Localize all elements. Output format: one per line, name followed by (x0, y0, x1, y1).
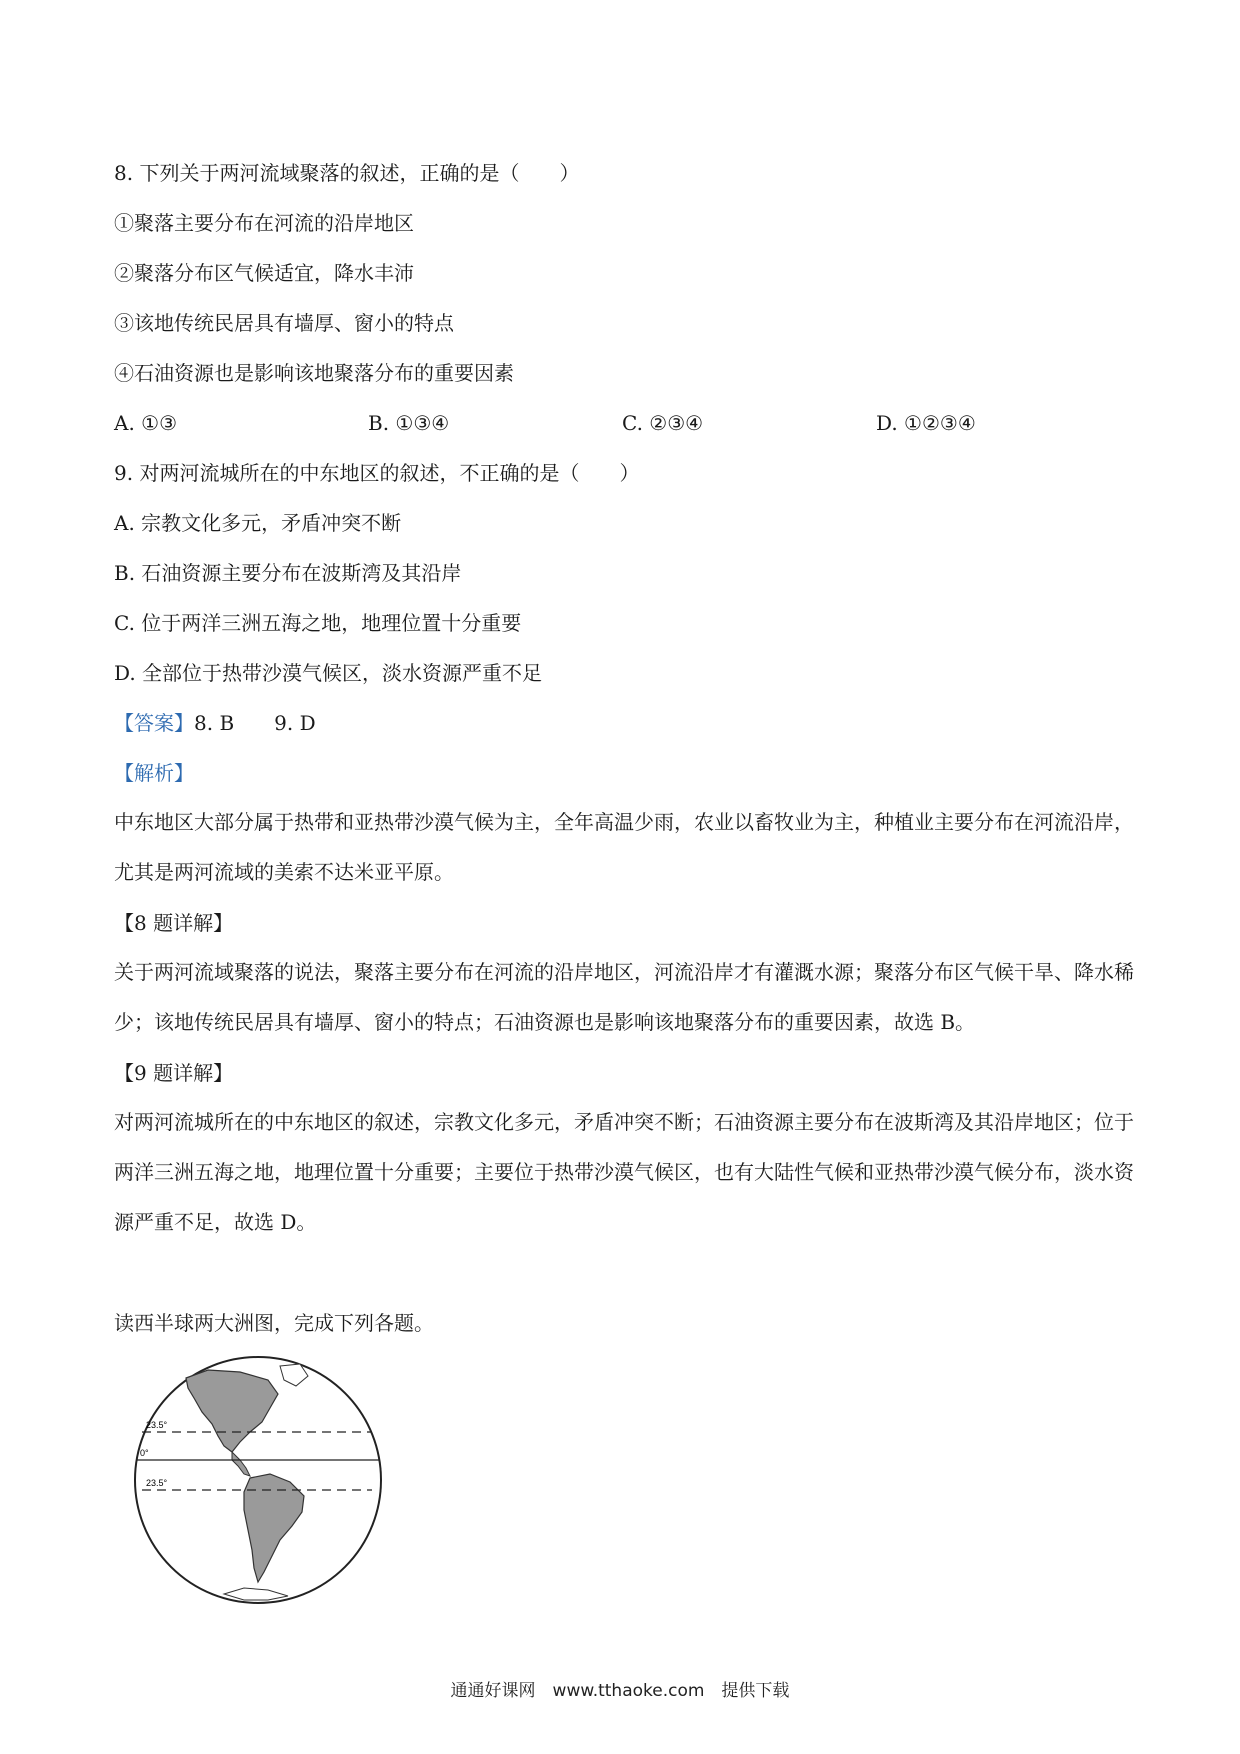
analysis-text: 中东地区大部分属于热带和亚热带沙漠气候为主，全年高温少雨，农业以畜牧业为主，种植业主要分布在河流沿岸，尤其是两河流域的美索不达米亚平原。 (114, 810, 1134, 884)
analysis-label: 【解析】 (114, 761, 194, 785)
western-hemisphere-map (128, 1350, 388, 1610)
detail9-text: 对两河流城所在的中东地区的叙述，宗教文化多元，矛盾冲突不断；石油资源主要分布在波斯湾及其沿岸地区；位于两洋三洲五海之地，地理位置十分重要；主要位于热带沙漠气候区，也有大陆性气候和亚热带沙漠气候分布，淡水资源严重不足，故选 D。 (114, 1110, 1134, 1234)
lat-label-north: 23.5° (146, 1420, 168, 1430)
q8-statement-3: ③该地传统民居具有墙厚、窗小的特点 (114, 311, 454, 335)
q9-option-b: B. 石油资源主要分布在波斯湾及其沿岸 (114, 561, 462, 585)
next-intro: 读西半球两大洲图，完成下列各题。 (114, 1311, 434, 1335)
q9-option-c: C. 位于两洋三洲五海之地，地理位置十分重要 (114, 611, 522, 635)
q8-stem: 8. 下列关于两河流域聚落的叙述，正确的是（ ） (114, 161, 580, 185)
answer-line (114, 710, 316, 736)
map-svg (128, 1350, 388, 1610)
q8-option-c: C. ②③④ (622, 411, 704, 435)
detail9-label: 【9 题详解】 (114, 1061, 234, 1085)
q8-option-a: A. ①③ (114, 411, 178, 435)
q8-statement-4: ④石油资源也是影响该地聚落分布的重要因素 (114, 361, 514, 385)
detail8-label: 【8 题详解】 (114, 911, 234, 935)
lat-label-equator: 0° (140, 1448, 149, 1458)
q8-statement-1: ①聚落主要分布在河流的沿岸地区 (114, 211, 414, 235)
detail8-text: 关于两河流域聚落的说法，聚落主要分布在河流的沿岸地区，河流沿岸才有灌溉水源；聚落分布区气候干旱、降水稀少；该地传统民居具有墙厚、窗小的特点；石油资源也是影响该地聚落分布的重要因素，故选 B。 (114, 960, 1134, 1034)
answer-label: 【答案】 (114, 711, 194, 735)
q8-option-d: D. ①②③④ (876, 411, 976, 435)
q9-option-a: A. 宗教文化多元，矛盾冲突不断 (114, 511, 402, 535)
q8-option-b: B. ①③④ (368, 411, 450, 435)
q9-option-d: D. 全部位于热带沙漠气候区，淡水资源严重不足 (114, 661, 543, 685)
lat-label-south: 23.5° (146, 1478, 168, 1488)
answer-text: 8. B 9. D (194, 711, 316, 735)
page-footer: 通通好课网 www.tthaoke.com 提供下载 (450, 1681, 790, 1701)
q8-statement-2: ②聚落分布区气候适宜，降水丰沛 (114, 261, 414, 285)
q9-stem: 9. 对两河流城所在的中东地区的叙述，不正确的是（ ） (114, 461, 640, 485)
